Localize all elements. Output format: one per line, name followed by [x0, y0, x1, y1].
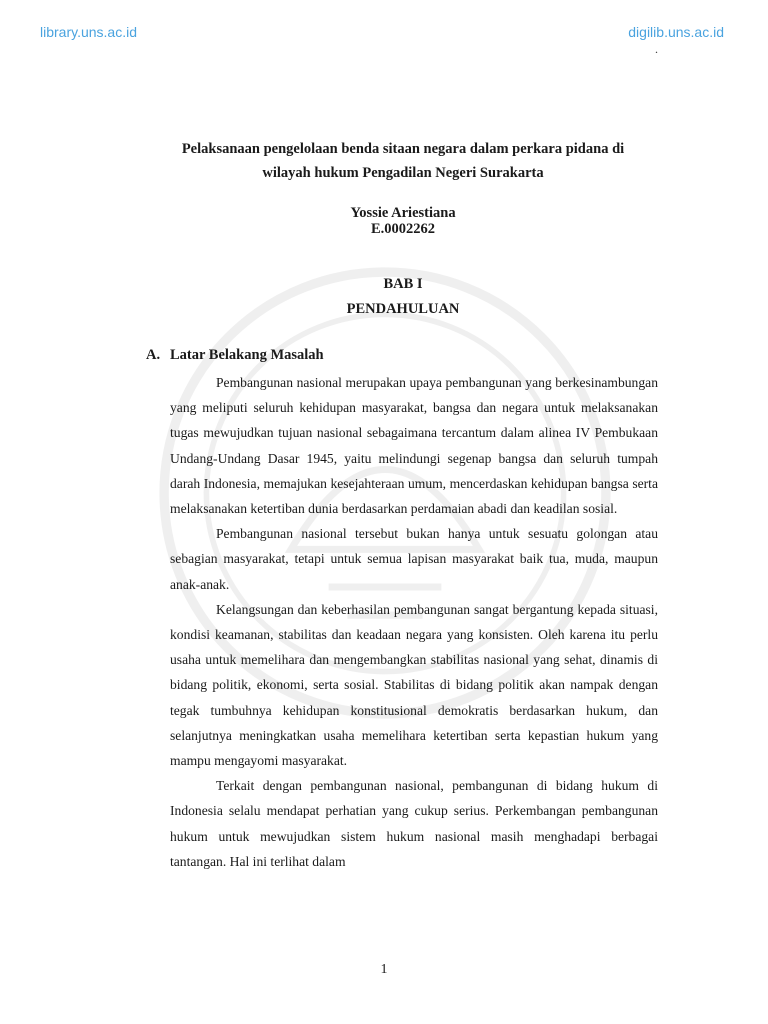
title-line-1: Pelaksanaan pengelolaan benda sitaan negara dalam perkara pidana di — [181, 141, 625, 157]
section-heading — [146, 347, 324, 364]
paragraph: Pembangunan nasional merupakan upaya pembangunan yang berkesinambungan yang meliputi seluruh kehidupan masyarakat, bangsa dan negara untuk melaksanakan tugas mewujudkan tujuan nasional sebagaimana tercantum dalam alinea IV Pembukaan Undang-Undang Dasar 1945, yaitu melindungi segenap bangsa dan seluruh tumpah darah Indonesia, memajukan kesejahteraan umum, mencerdaskan kehidupan bangsa serta melaksanakan ketertiban dunia berdasarkan perdamaian abadi dan keadilan sosial. — [170, 375, 658, 517]
author-student-id: E.0002262 — [370, 221, 436, 237]
author-name: Yossie Ariestiana — [350, 205, 456, 221]
title-line-2: wilayah hukum Pengadilan Negeri Surakarta — [262, 165, 544, 181]
chapter-heading — [100, 272, 706, 322]
chapter-number: BAB I — [383, 276, 423, 292]
library-link[interactable]: library.uns.ac.id — [40, 24, 138, 40]
digilib-link[interactable]: digilib.uns.ac.id — [628, 24, 724, 40]
page-number: 1 — [380, 962, 388, 977]
chapter-title: PENDAHULUAN — [346, 301, 460, 317]
document-title — [100, 137, 706, 185]
paragraph: Kelangsungan dan keberhasilan pembangunan sangat bergantung kepada situasi, kondisi keamanan, stabilitas dan keadaan negara yang konsisten. Oleh karena itu perlu usaha untuk memelihara dan mengembangkan stabilitas nasional yang sehat, dinamis di bidang politik, ekonomi, serta sosial. Stabilitas di bidang politik akan nampak dengan tegak tumbuhnya kehidupan konstitusional demokratis berdasarkan hukum, dan selanjutnya meningkatkan usaha memelihara ketertiban serta kepastian hukum yang mampu mengayomi masyarakat. — [170, 601, 658, 769]
section-letter: A. — [146, 347, 161, 363]
paragraph: Terkait dengan pembangunan nasional, pembangunan di bidang hukum di Indonesia selalu mendapat perhatian yang cukup serius. Perkembangan pembangunan hukum untuk mewujudkan sistem hukum nasional masih menghadapi berbagai tantangan. Hal ini terlihat dalam — [170, 778, 658, 869]
corner-dot: . — [655, 42, 658, 56]
section-title: Latar Belakang Masalah — [170, 347, 324, 363]
body-text — [170, 370, 658, 874]
paragraph: Pembangunan nasional tersebut bukan hanya untuk sesuatu golongan atau sebagian masyarakat, tetapi untuk semua lapisan masyarakat baik tua, muda, maupun anak-anak. — [170, 526, 658, 592]
author-block — [100, 205, 706, 237]
